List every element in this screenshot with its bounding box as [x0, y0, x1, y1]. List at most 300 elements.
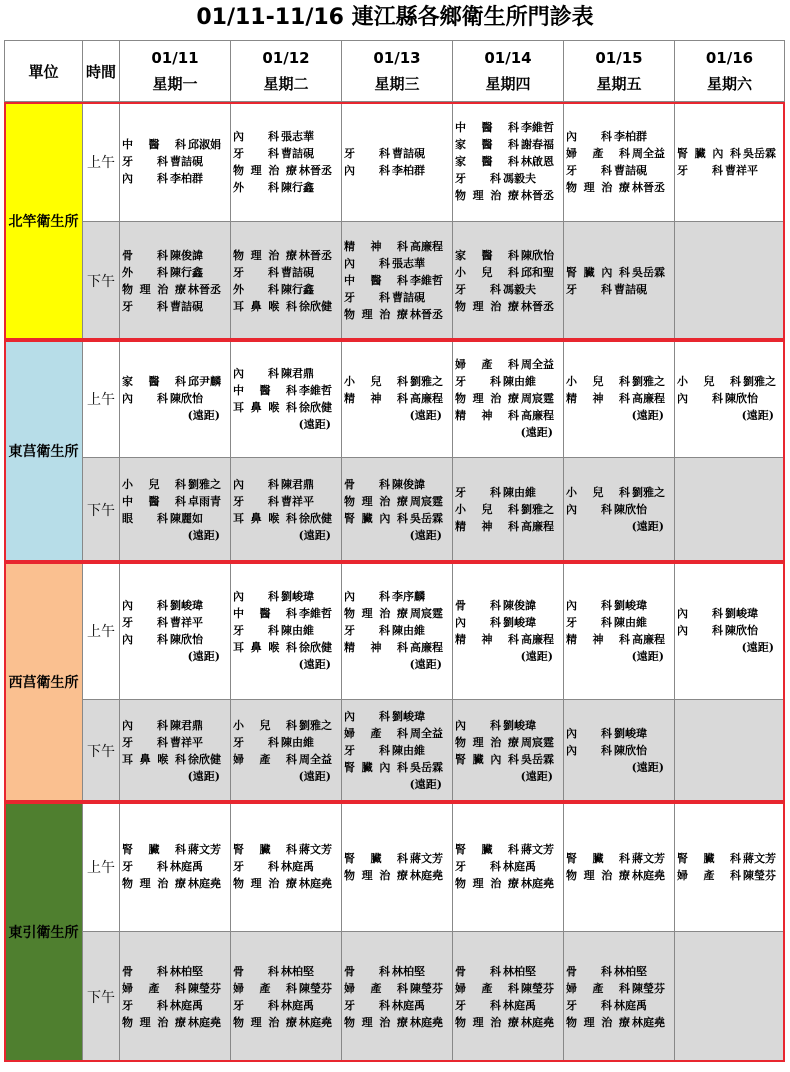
- doctor-name: 周宸霆: [410, 494, 443, 508]
- clinic-entry: [564, 963, 674, 980]
- department-name: 精 神 科: [566, 632, 630, 646]
- clinic-entry: [564, 128, 674, 145]
- schedule-cell: [120, 700, 231, 802]
- doctor-name: 劉峻瑋: [614, 598, 647, 612]
- clinic-entry: [453, 407, 563, 424]
- clinic-entry: [453, 858, 563, 875]
- department-name: 牙 科: [455, 998, 501, 1012]
- day-header: [453, 41, 564, 102]
- department-name: 牙 科: [455, 375, 501, 388]
- doctor-name: 周宸霆: [521, 735, 554, 749]
- clinic-entry: [231, 382, 341, 399]
- doctor-name: 蔣文芳: [521, 843, 554, 856]
- afternoon-row: [5, 458, 785, 562]
- remote-note: (遠距): [520, 769, 553, 783]
- department-name: 小 兒 科: [566, 486, 630, 499]
- schedule-cell: [453, 932, 564, 1062]
- time-header: 時間: [83, 41, 120, 102]
- department-name: 內 科: [677, 624, 723, 637]
- doctor-name: 陳欣怡: [614, 744, 647, 757]
- doctor-name: 劉雅之: [299, 718, 332, 732]
- doctor-name: 陳欣怡: [725, 624, 758, 637]
- remote-note: (遠距): [298, 769, 331, 783]
- department-name: 牙 科: [122, 998, 168, 1012]
- doctor-name: 蔣文芳: [188, 843, 221, 856]
- doctor-name: 陳麗如: [170, 511, 203, 525]
- clinic-entry: [231, 510, 341, 527]
- department-name: 牙 科: [566, 282, 612, 296]
- clinic-entry: [231, 399, 341, 416]
- clinic-entry: [453, 875, 563, 892]
- time-slot: 上午: [83, 562, 120, 700]
- time-slot: 上午: [83, 802, 120, 932]
- doctor-name: 陳君鼎: [281, 366, 314, 380]
- schedule-cell: [564, 102, 675, 222]
- department-name: 家 醫 科: [455, 155, 519, 168]
- doctor-name: 陳俊諱: [170, 248, 203, 262]
- doctor-name: 林晉丞: [521, 189, 554, 202]
- department-name: 物 理 治 療: [566, 180, 630, 194]
- doctor-name: 李柏群: [614, 129, 647, 143]
- doctor-name: 李柏群: [392, 163, 425, 177]
- clinic-entry: [453, 631, 563, 648]
- clinic-entry: [231, 162, 341, 179]
- clinic-entry: [453, 281, 563, 298]
- clinic-entry: [231, 622, 341, 639]
- schedule-cell: [342, 802, 453, 932]
- doctor-name: 林庭堯: [188, 877, 221, 890]
- department-name: 精 神 科: [455, 520, 519, 533]
- schedule-table: [4, 40, 785, 1062]
- schedule-cell: [231, 340, 342, 458]
- department-name: 牙 科: [233, 860, 279, 873]
- doctor-name: 林柏堅: [503, 964, 536, 978]
- doctor-name: 周全益: [632, 146, 665, 160]
- remote-note: (遠距): [520, 426, 553, 439]
- doctor-name: 蔣文芳: [410, 851, 443, 865]
- department-name: 腎 臟 內 科: [455, 752, 519, 766]
- department-name: 物 理 治 療: [344, 494, 408, 508]
- remote-note: (遠距): [741, 409, 774, 422]
- department-name: 中 醫 科: [233, 383, 297, 397]
- doctor-name: 林晉丞: [188, 282, 221, 296]
- department-name: 婦 產 科: [344, 981, 408, 995]
- schedule-cell: [453, 222, 564, 340]
- department-name: 牙 科: [233, 494, 279, 508]
- doctor-name: 林柏堅: [392, 964, 425, 978]
- clinic-entry: [342, 373, 452, 390]
- clinic-entry: [675, 622, 784, 639]
- clinic-entry: [564, 997, 674, 1014]
- clinic-entry: [564, 501, 674, 518]
- clinic-entry: [231, 1014, 341, 1031]
- schedule-cell: [453, 700, 564, 802]
- department-name: 物 理 治 療: [455, 1015, 519, 1029]
- remote-note: (遠距): [298, 417, 331, 431]
- clinic-entry: [564, 980, 674, 997]
- department-name: 內 科: [122, 392, 168, 405]
- department-name: 牙 科: [233, 265, 279, 279]
- department-name: 內 科: [344, 590, 390, 603]
- department-name: 外 科: [233, 282, 279, 296]
- doctor-name: 陳瑩芬: [299, 981, 332, 995]
- day-header: [231, 41, 342, 102]
- department-name: 骨 科: [122, 964, 168, 978]
- clinic-entry: [453, 1014, 563, 1031]
- schedule-cell: [675, 340, 785, 458]
- remote-note: (遠距): [520, 649, 553, 663]
- department-name: 牙 科: [455, 282, 501, 296]
- schedule-cell: [231, 102, 342, 222]
- department-name: 物 理 治 療: [344, 607, 408, 620]
- doctor-name: 林庭堯: [410, 868, 443, 882]
- doctor-name: 林柏堅: [614, 964, 647, 978]
- doctor-name: 劉峻瑋: [503, 718, 536, 732]
- doctor-name: 徐欣健: [299, 400, 332, 414]
- department-name: 骨 科: [455, 964, 501, 978]
- doctor-name: 邱和聖: [521, 265, 554, 279]
- morning-row: [5, 102, 785, 222]
- doctor-name: 劉雅之: [188, 477, 221, 491]
- day-date: 01/16: [705, 49, 754, 67]
- time-slot: 下午: [83, 458, 120, 562]
- doctor-name: 李維哲: [521, 121, 554, 134]
- doctor-name: 陳欣怡: [614, 503, 647, 516]
- clinic-entry: [675, 605, 784, 622]
- clinic-entry: [231, 145, 341, 162]
- day-weekday: 星期一: [152, 75, 198, 93]
- clinic-entry: [342, 997, 452, 1014]
- clinic-entry: [564, 614, 674, 631]
- doctor-name: 劉雅之: [743, 375, 776, 388]
- doctor-name: 林庭禹: [614, 998, 647, 1012]
- doctor-name: 林庭堯: [299, 1015, 332, 1029]
- department-name: 中 醫 科: [122, 494, 186, 508]
- clinic-entry: [120, 734, 230, 751]
- department-name: 內 科: [122, 632, 168, 646]
- schedule-cell: [564, 340, 675, 458]
- clinic-entry: [231, 179, 341, 196]
- doctor-name: 林柏堅: [170, 964, 203, 978]
- department-name: 內 科: [233, 477, 279, 491]
- schedule-cell: [342, 222, 453, 340]
- clinic-entry: [342, 306, 452, 323]
- department-name: 物 理 治 療: [122, 282, 186, 296]
- schedule-cell: [342, 102, 453, 222]
- doctor-name: 謝春福: [521, 138, 554, 151]
- clinic-entry: [120, 510, 230, 527]
- clinic-entry: [342, 289, 452, 306]
- department-name: 牙 科: [122, 299, 168, 313]
- doctor-name: 高廉程: [521, 632, 554, 646]
- doctor-name: 陳君鼎: [170, 718, 203, 732]
- schedule-cell: [564, 222, 675, 340]
- clinic-entry: [231, 751, 341, 768]
- schedule-cell: [453, 340, 564, 458]
- clinic-entry: [120, 264, 230, 281]
- clinic-entry: [120, 493, 230, 510]
- doctor-name: 蔣文芳: [299, 843, 332, 856]
- department-name: 骨 科: [566, 964, 612, 978]
- department-name: 物 理 治 療: [455, 392, 519, 405]
- schedule-cell: [675, 932, 785, 1062]
- day-header: [564, 41, 675, 102]
- doctor-name: 林庭禹: [392, 998, 425, 1012]
- department-name: 牙 科: [566, 163, 612, 177]
- doctor-name: 林庭禹: [170, 860, 203, 873]
- doctor-name: 陳由維: [614, 615, 647, 629]
- department-name: 眼 科: [122, 511, 168, 525]
- remote-note: (遠距): [631, 649, 664, 663]
- clinic-entry: [453, 501, 563, 518]
- doctor-name: 李維哲: [299, 383, 332, 397]
- clinic-entry: [564, 850, 674, 867]
- schedule-cell: [453, 562, 564, 700]
- department-name: 內 科: [566, 503, 612, 516]
- afternoon-row: [5, 932, 785, 1062]
- clinic-entry: [675, 145, 784, 162]
- clinic-entry: [342, 850, 452, 867]
- department-name: 耳 鼻 喉 科: [233, 511, 297, 525]
- doctor-name: 曹詰硯: [281, 265, 314, 279]
- clinic-entry: [120, 281, 230, 298]
- day-date: 01/12: [262, 49, 310, 67]
- clinic-entry: [342, 390, 452, 407]
- doctor-name: 林庭堯: [521, 877, 554, 890]
- day-weekday: 星期二: [263, 75, 309, 93]
- afternoon-row: [5, 222, 785, 340]
- doctor-name: 陳俊諱: [392, 477, 425, 491]
- clinic-entry: [453, 298, 563, 315]
- department-name: 中 醫 科: [122, 138, 186, 151]
- doctor-name: 卓雨青: [188, 494, 221, 508]
- department-name: 耳 鼻 喉 科: [233, 299, 297, 313]
- doctor-name: 曹詰硯: [170, 155, 203, 168]
- doctor-name: 陳由維: [281, 624, 314, 637]
- doctor-name: 吳岳霖: [410, 511, 443, 525]
- clinic-entry: [453, 356, 563, 373]
- doctor-name: 徐欣健: [188, 752, 221, 766]
- department-name: 精 神 科: [566, 392, 630, 405]
- clinic-entry: [120, 841, 230, 858]
- department-name: 物 理 治 療: [566, 868, 630, 882]
- schedule-cell: [231, 700, 342, 802]
- department-name: 內 科: [677, 392, 723, 405]
- department-name: 小 兒 科: [455, 503, 519, 516]
- department-name: 牙 科: [566, 615, 612, 629]
- day-date: 01/11: [151, 49, 199, 67]
- doctor-name: 李序麟: [392, 590, 425, 603]
- clinic-entry: [453, 119, 563, 136]
- doctor-name: 馮毅夫: [503, 172, 536, 185]
- morning-row: [5, 340, 785, 458]
- department-name: 婦 產 科: [233, 752, 297, 766]
- department-name: 牙 科: [677, 163, 723, 177]
- schedule-cell: [675, 802, 785, 932]
- department-name: 家 醫 科: [455, 138, 519, 151]
- department-name: 牙 科: [233, 998, 279, 1012]
- doctor-name: 林庭堯: [632, 868, 665, 882]
- doctor-name: 劉雅之: [632, 375, 665, 388]
- department-name: 牙 科: [122, 615, 168, 629]
- doctor-name: 劉雅之: [521, 503, 554, 516]
- doctor-name: 蔣文芳: [743, 851, 776, 865]
- clinic-entry: [231, 128, 341, 145]
- doctor-name: 吳岳霖: [743, 146, 776, 160]
- clinic-entry: [120, 997, 230, 1014]
- department-name: 內 科: [566, 744, 612, 757]
- department-name: 中 醫 科: [344, 274, 408, 287]
- department-name: 腎 臟 科: [677, 851, 741, 865]
- department-name: 腎 臟 科: [566, 851, 630, 865]
- doctor-name: 吳岳霖: [410, 761, 443, 774]
- clinic-entry: [453, 518, 563, 535]
- schedule-cell: [231, 932, 342, 1062]
- clinic-entry: [342, 759, 452, 776]
- doctor-name: 陳由維: [392, 744, 425, 757]
- department-name: 物 理 治 療: [233, 877, 297, 890]
- doctor-name: 張志華: [281, 129, 314, 143]
- department-name: 牙 科: [122, 155, 168, 168]
- department-name: 牙 科: [344, 146, 390, 160]
- department-name: 內 科: [677, 607, 723, 620]
- clinic-entry: [120, 597, 230, 614]
- clinic-entry: [453, 841, 563, 858]
- doctor-name: 蔣文芳: [632, 851, 665, 865]
- clinic-entry: [564, 264, 674, 281]
- doctor-name: 陳由維: [503, 375, 536, 388]
- remote-note: (遠距): [409, 528, 442, 542]
- department-name: 家 醫 科: [455, 248, 519, 262]
- doctor-name: 邱淑娟: [188, 138, 221, 151]
- department-name: 小 兒 科: [566, 375, 630, 388]
- clinic-entry: [453, 153, 563, 170]
- schedule-cell: [675, 102, 785, 222]
- department-name: 中 醫 科: [455, 121, 519, 134]
- doctor-name: 高廉程: [410, 240, 443, 253]
- department-name: 精 神 科: [455, 632, 519, 646]
- schedule-cell: [675, 700, 785, 802]
- department-name: 婦 產 科: [455, 358, 519, 371]
- clinic-entry: [231, 365, 341, 382]
- schedule-cell: [342, 458, 453, 562]
- doctor-name: 邱尹麟: [188, 375, 221, 388]
- doctor-name: 林庭堯: [410, 1015, 443, 1029]
- doctor-name: 林庭禹: [281, 998, 314, 1012]
- clinic-entry: [342, 255, 452, 272]
- department-name: 腎 臟 內 科: [344, 511, 408, 525]
- department-name: 婦 產 科: [566, 981, 630, 995]
- clinic-entry: [342, 605, 452, 622]
- department-name: 小 兒 科: [455, 265, 519, 279]
- clinic-entry: [342, 476, 452, 493]
- clinic-entry: [342, 510, 452, 527]
- doctor-name: 林晉丞: [632, 180, 665, 194]
- department-name: 婦 產 科: [455, 981, 519, 995]
- department-name: 婦 產 科: [566, 146, 630, 160]
- clinic-name: 北竿衛生所: [5, 102, 83, 340]
- schedule-cell: [675, 222, 785, 340]
- clinic-entry: [564, 742, 674, 759]
- clinic-entry: [120, 963, 230, 980]
- clinic-entry: [120, 136, 230, 153]
- time-slot: 上午: [83, 102, 120, 222]
- schedule-cell: [120, 802, 231, 932]
- doctor-name: 劉峻瑋: [392, 710, 425, 723]
- clinic-entry: [342, 708, 452, 725]
- department-name: 內 科: [566, 598, 612, 612]
- department-name: 骨 科: [344, 477, 390, 491]
- day-date: 01/15: [595, 49, 643, 67]
- doctor-name: 周宸霆: [410, 607, 443, 620]
- time-slot: 下午: [83, 932, 120, 1062]
- doctor-name: 林晉丞: [299, 248, 332, 262]
- doctor-name: 林庭堯: [521, 1015, 554, 1029]
- doctor-name: 陳欣怡: [170, 392, 203, 405]
- department-name: 精 神 科: [455, 409, 519, 422]
- department-name: 中 醫 科: [233, 607, 297, 620]
- day-weekday: 星期六: [706, 75, 752, 93]
- clinic-entry: [675, 390, 784, 407]
- department-name: 內 科: [344, 710, 390, 723]
- clinic-entry: [453, 170, 563, 187]
- department-name: 內 科: [233, 366, 279, 380]
- doctor-name: 周宸霆: [521, 392, 554, 405]
- doctor-name: 曹詰硯: [392, 291, 425, 304]
- day-date: 01/14: [484, 49, 532, 67]
- clinic-entry: [120, 614, 230, 631]
- doctor-name: 李維哲: [299, 607, 332, 620]
- doctor-name: 林庭堯: [299, 877, 332, 890]
- department-name: 外 科: [122, 265, 168, 279]
- doctor-name: 曹詰硯: [281, 146, 314, 160]
- doctor-name: 陳俊諱: [503, 598, 536, 612]
- clinic-entry: [231, 493, 341, 510]
- clinic-entry: [453, 136, 563, 153]
- clinic-entry: [453, 734, 563, 751]
- department-name: 婦 產 科: [122, 981, 186, 995]
- schedule-cell: [453, 802, 564, 932]
- clinic-entry: [120, 858, 230, 875]
- clinic-entry: [453, 717, 563, 734]
- department-name: 腎 臟 科: [122, 843, 186, 856]
- clinic-entry: [675, 867, 784, 884]
- schedule-cell: [231, 802, 342, 932]
- doctor-name: 曹詰硯: [170, 299, 203, 313]
- department-name: 小 兒 科: [233, 718, 297, 732]
- department-name: 牙 科: [455, 486, 501, 499]
- doctor-name: 徐欣健: [299, 511, 332, 525]
- clinic-entry: [564, 484, 674, 501]
- doctor-name: 陳行鑫: [170, 265, 203, 279]
- morning-row: [5, 562, 785, 700]
- schedule-cell: [453, 102, 564, 222]
- remote-note: (遠距): [409, 778, 442, 791]
- clinic-entry: [120, 875, 230, 892]
- clinic-entry: [231, 841, 341, 858]
- clinic-entry: [231, 997, 341, 1014]
- doctor-name: 曹祥平: [281, 494, 314, 508]
- doctor-name: 陳行鑫: [281, 282, 314, 296]
- clinic-entry: [231, 605, 341, 622]
- doctor-name: 陳君鼎: [281, 477, 314, 491]
- department-name: 耳 鼻 喉 科: [233, 641, 297, 654]
- department-name: 骨 科: [344, 964, 390, 978]
- day-weekday: 星期五: [596, 75, 642, 93]
- doctor-name: 林庭禹: [503, 998, 536, 1012]
- clinic-entry: [675, 373, 784, 390]
- clinic-entry: [675, 850, 784, 867]
